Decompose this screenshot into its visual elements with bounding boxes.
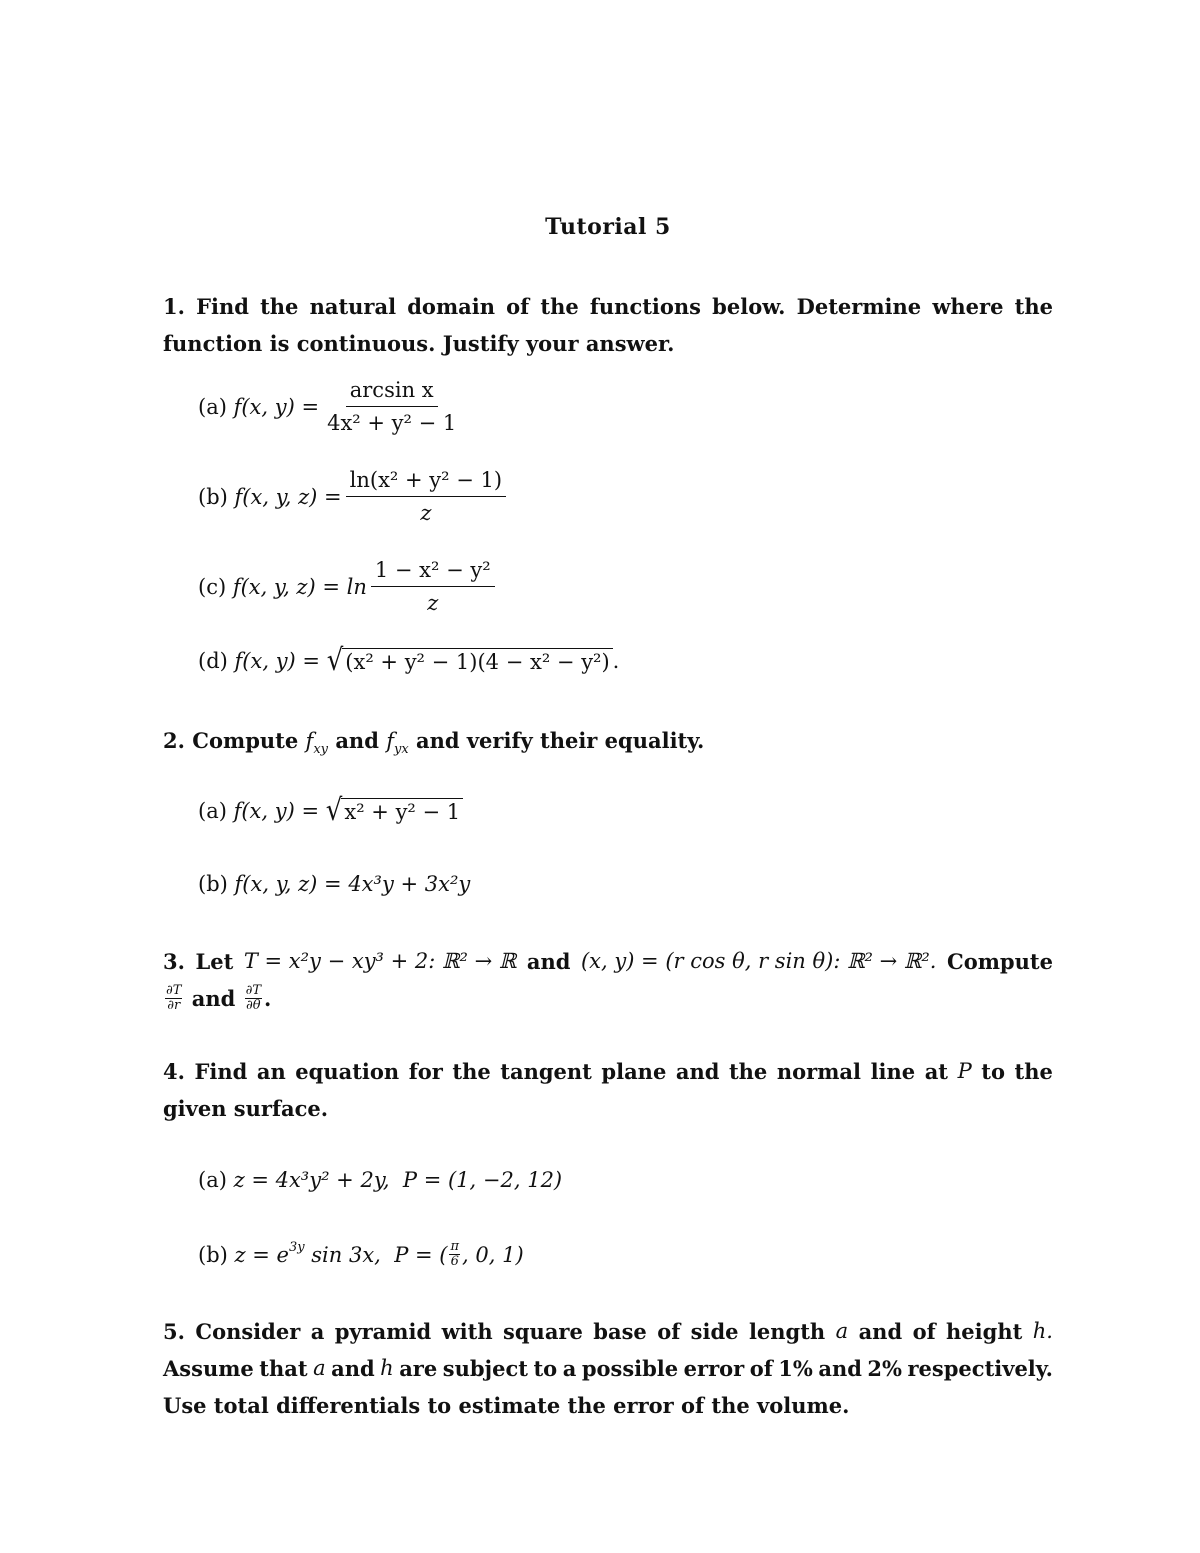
- word: respectively.: [907, 1356, 1053, 1381]
- word: 2%: [867, 1356, 902, 1381]
- partial-t-r: $\frac{\partial T}{\partial r}$: [166, 983, 182, 1013]
- word: Consider: [195, 1319, 301, 1344]
- word: and: [675, 1059, 720, 1084]
- function-lhs: f(x, y) =: [233, 394, 320, 419]
- radical-sign: √: [326, 643, 344, 679]
- word: Compute: [946, 949, 1053, 974]
- word: equation: [295, 1059, 400, 1084]
- word: and: [818, 1356, 862, 1381]
- word: error: [683, 1356, 745, 1381]
- problem-1-line-1: [163, 288, 1053, 325]
- problem-5-line-2: [163, 1350, 1053, 1387]
- item-label: (b): [198, 1242, 228, 1267]
- word: and: [526, 949, 571, 974]
- word: a: [313, 1356, 326, 1380]
- expression-tail: .: [264, 986, 272, 1011]
- problem-2b: [198, 872, 470, 896]
- word: square: [503, 1319, 583, 1344]
- word: that: [259, 1356, 308, 1381]
- word: and: [331, 1356, 375, 1381]
- word: for: [408, 1059, 443, 1084]
- word: the: [728, 1059, 768, 1084]
- surface-expression: z = e $^{3y}$ sin 3x, P = ( $\frac{\pi}{6}$ , 0, 1): [234, 1239, 524, 1269]
- math-expression: T = x²y − xy³ + 2: ℝ² → ℝ: [243, 949, 517, 973]
- word: of: [749, 1356, 773, 1381]
- word: length: [748, 1319, 826, 1344]
- problem-number: 2.: [163, 728, 185, 753]
- function-lhs: f(x, y, z) =: [234, 484, 342, 509]
- problem-4a: [198, 1168, 562, 1192]
- problem-1-line-2: function is continuous. Justify your answer.: [163, 331, 675, 356]
- fraction-numerator: 1 − x² − y²: [371, 558, 495, 587]
- square-root: [326, 643, 613, 679]
- math-expression: (x, y) = (r cos θ, r sin θ): ℝ² → ℝ².: [580, 949, 937, 973]
- word: subject: [442, 1356, 528, 1381]
- problem-text: Compute: [192, 728, 299, 753]
- problem-2a: [198, 793, 463, 829]
- problem-text: and: [191, 986, 236, 1011]
- problem-2-statement: [163, 722, 1053, 768]
- problem-4-line-1: [163, 1053, 1053, 1090]
- item-label: (a): [198, 799, 227, 823]
- word: Assume: [163, 1356, 254, 1381]
- partial-fxy: $f_{xy}$: [305, 729, 328, 758]
- fraction: [346, 468, 506, 525]
- word: the: [452, 1059, 491, 1084]
- radicand: (x² + y² − 1)(4 − x² − y²): [342, 648, 612, 674]
- item-label: (b): [198, 484, 228, 509]
- problem-number: 4.: [163, 1059, 185, 1084]
- fraction: [323, 378, 460, 435]
- problem-5-statement: [163, 1313, 1053, 1424]
- word: tangent: [500, 1059, 592, 1084]
- word: are: [399, 1356, 438, 1381]
- word: of: [657, 1319, 681, 1344]
- problem-4-statement: [163, 1053, 1053, 1127]
- fraction: [371, 558, 495, 615]
- word: at: [924, 1059, 949, 1084]
- word: an: [256, 1059, 286, 1084]
- problem-3-statement: [163, 943, 1053, 1017]
- word: functions: [589, 294, 702, 319]
- word: P: [957, 1059, 972, 1083]
- problem-3-line-1: [163, 943, 1053, 980]
- item-label: (c): [198, 574, 227, 599]
- problem-text: and: [335, 728, 379, 753]
- word: height: [946, 1319, 1023, 1344]
- word: 1%: [778, 1356, 813, 1381]
- word: a: [310, 1319, 325, 1344]
- word: line: [870, 1059, 916, 1084]
- problem-1a: [198, 378, 464, 435]
- fraction-numerator: arcsin x: [346, 378, 438, 407]
- fraction-denominator: z: [420, 501, 432, 525]
- word: the: [260, 294, 299, 319]
- fraction-numerator: ln(x² + y² − 1): [346, 468, 506, 497]
- word: Let: [195, 949, 234, 974]
- pi-over-six: $\frac{\pi}{6}$: [450, 1239, 460, 1269]
- word: base: [593, 1319, 647, 1344]
- word: of: [912, 1319, 936, 1344]
- function-lhs: f(x, y) =: [234, 649, 321, 673]
- word: the: [1014, 1059, 1053, 1084]
- square-root: [325, 793, 463, 829]
- partial-fyx: $f_{yx}$: [386, 729, 409, 758]
- word: natural: [309, 294, 397, 319]
- page-title: Tutorial 5: [545, 214, 671, 240]
- word: plane: [601, 1059, 667, 1084]
- word: h: [380, 1356, 394, 1380]
- surface-expression: z = 4x³y² + 2y, P = (1, −2, 12): [233, 1168, 563, 1192]
- fraction-denominator: 4x² + y² − 1: [327, 411, 457, 435]
- problem-1d: [198, 643, 620, 679]
- problem-4b: [198, 1240, 524, 1269]
- partial-t-theta: $\frac{\partial T}{\partial\theta}$: [245, 983, 261, 1013]
- problem-2-line-1: [163, 722, 1053, 768]
- radical-sign: √: [325, 793, 343, 829]
- word: pyramid: [334, 1319, 432, 1344]
- problem-1b: [198, 468, 510, 525]
- word: to: [981, 1059, 1005, 1084]
- function-expression: f(x, y, z) = 4x³y + 3x²y: [234, 872, 471, 896]
- item-label: (b): [198, 872, 228, 896]
- problem-number: 3.: [163, 949, 185, 974]
- item-label: (d): [198, 649, 228, 673]
- problem-1-statement: [163, 288, 1053, 362]
- word: the: [540, 294, 579, 319]
- word: domain: [407, 294, 496, 319]
- problem-4-line-2: given surface.: [163, 1096, 329, 1121]
- word: to: [533, 1356, 558, 1381]
- word: Find: [194, 1059, 248, 1084]
- word: Find: [196, 294, 249, 319]
- problem-number: 1.: [163, 294, 185, 319]
- problem-number: 5.: [163, 1319, 185, 1344]
- function-lhs: f(x, y, z) = ln: [232, 574, 367, 599]
- word: a: [835, 1319, 849, 1343]
- problem-5-line-3: Use total differentials to estimate the error of the volume.: [163, 1393, 850, 1418]
- expression-tail: .: [612, 649, 620, 673]
- item-label: (a): [198, 394, 227, 419]
- word: and: [858, 1319, 903, 1344]
- word: of: [506, 294, 530, 319]
- radicand: x² + y² − 1: [341, 798, 463, 824]
- word: the: [1014, 294, 1053, 319]
- word: h.: [1032, 1319, 1053, 1343]
- word: possible: [581, 1356, 679, 1381]
- problem-text: and verify their equality.: [415, 728, 705, 753]
- word: Determine: [796, 294, 922, 319]
- problem-1c: [198, 558, 499, 615]
- problem-3-line-2: [163, 980, 1053, 1017]
- word: with: [441, 1319, 493, 1344]
- word: below.: [712, 294, 786, 319]
- word: a: [562, 1356, 577, 1381]
- fraction-denominator: z: [427, 591, 439, 615]
- word: normal: [776, 1059, 862, 1084]
- word: where: [932, 294, 1004, 319]
- word: side: [690, 1319, 739, 1344]
- problem-5-line-1: [163, 1313, 1053, 1350]
- item-label: (a): [198, 1168, 227, 1192]
- function-lhs: f(x, y) =: [233, 799, 320, 823]
